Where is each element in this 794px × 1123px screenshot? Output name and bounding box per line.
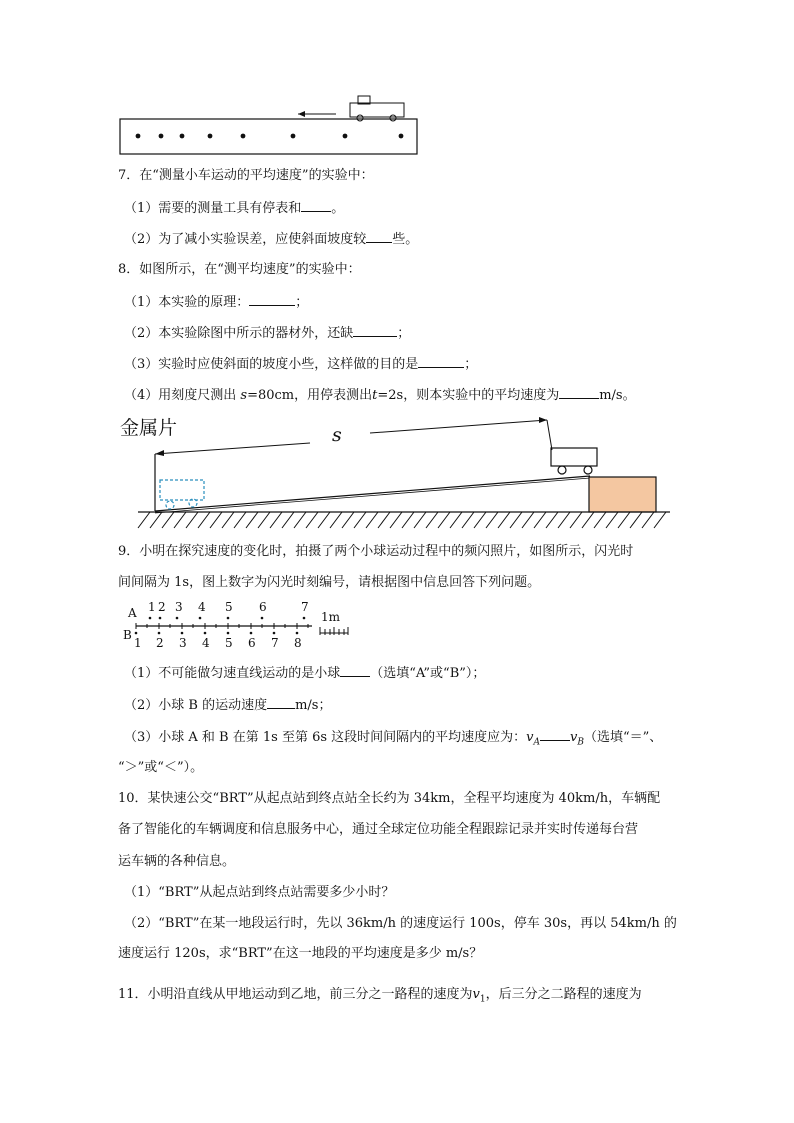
q9-part1: （1）不可能做匀速直线运动的是小球 （选填“A”或“B”）；: [124, 663, 485, 684]
cart-icon: [551, 448, 597, 474]
scale-label: 1m: [321, 610, 341, 624]
q9-part3: （3）小球 A 和 B 在第 1s 至第 6s 这段时间间隔内的平均速度应为：$v_A$ $v_B$（选填“＝”、: [124, 727, 662, 753]
q10-part2-line2: 速度运行 120s，求“BRT”在这一地段的平均速度是多少 m/s？: [118, 946, 483, 961]
slope: [155, 476, 590, 511]
strobe-figure: [118, 598, 358, 654]
q7-part2: （2）为了减小实验误差，应使斜面坡度较 些。: [124, 229, 418, 250]
q11-title: 11．小明沿直线从甲地运动到乙地，前三分之一路程的速度为$v_1$，后三分之二路程的速度为: [118, 987, 642, 1005]
q10-title-line3: 运车辆的各种信息。: [118, 854, 236, 869]
row-b-label: B: [123, 628, 132, 642]
row-a-label: A: [128, 606, 137, 620]
q8-part4: （4）用刻度尺测出 s=80cm，用停表测出t=2s，则本实验中的平均速度为 m/s。: [124, 385, 636, 406]
a-number: 3: [175, 600, 183, 614]
b-number: 8: [294, 636, 302, 650]
track-box: [120, 119, 417, 154]
q10-title-line2: 备了智能化的车辆调度和信息服务中心，通过全球定位功能全程跟踪记录并实时传递每台营: [118, 822, 639, 837]
q8-part2: （2）本实验除图中所示的器材外，还缺 ；: [124, 323, 410, 344]
b-number: 2: [156, 636, 164, 650]
ball-a-dots: [149, 617, 306, 620]
q8-part1: （1）本实验的原理： ；: [124, 292, 308, 313]
dot-marks: [136, 134, 404, 139]
a-number: 4: [198, 600, 206, 614]
truck-icon: [350, 96, 404, 121]
q7-title: 7．在“测量小车运动的平均速度”的实验中：: [118, 168, 374, 183]
metal-plate-label: 金属片: [120, 417, 178, 439]
q10-title-line1: 10．某快速公交“BRT”从起点站到终点站全长约为 34km，全程平均速度为 40km/h，车辆配: [118, 791, 661, 806]
scale-bar: [320, 627, 348, 635]
q10-part2-line1: （2）“BRT”在某一地段运行时，先以 36km/h 的速度运行 100s，停车 30s，再以 54km/h 的: [124, 916, 677, 931]
b-number: 5: [225, 636, 233, 650]
q9-part3-line2: “＞”或“＜”）。: [118, 760, 204, 775]
a-number: 2: [158, 600, 166, 614]
a-number: 5: [225, 600, 233, 614]
q9-part2: （2）小球 B 的运动速度 m/s；: [124, 695, 331, 716]
a-number: 7: [301, 600, 309, 614]
b-number: 6: [248, 636, 256, 650]
b-number: 4: [202, 636, 210, 650]
b-number: 1: [134, 636, 142, 650]
distance-s-label: s: [332, 424, 342, 446]
a-number: 6: [259, 600, 267, 614]
q10-part1: （1）“BRT”从起点站到终点站需要多少小时？: [124, 885, 395, 900]
ball-b-dots: [135, 632, 299, 635]
b-number: 3: [179, 636, 187, 650]
q9-title-line1: 9．小明在探究速度的变化时，拍摄了两个小球运动过程中的频闪照片，如图所示，闪光时: [118, 544, 634, 559]
q7-part1: （1）需要的测量工具有停表和 。: [124, 198, 344, 219]
a-number: 1: [148, 600, 156, 614]
truck-dot-figure: [110, 90, 430, 160]
q8-title: 8．如图所示，在“测平均速度”的实验中：: [118, 262, 361, 277]
q9-title-line2: 间间隔为 1s，图上数字为闪光时刻编号，请根据图中信息回答下列问题。: [118, 575, 541, 590]
cart-start-dashed: [160, 480, 204, 509]
q8-part3: （3）实验时应使斜面的坡度小些，这样做的目的是 ；: [124, 354, 477, 375]
b-number: 7: [271, 636, 279, 650]
incline-figure: [110, 410, 680, 535]
support-block: [589, 477, 656, 512]
